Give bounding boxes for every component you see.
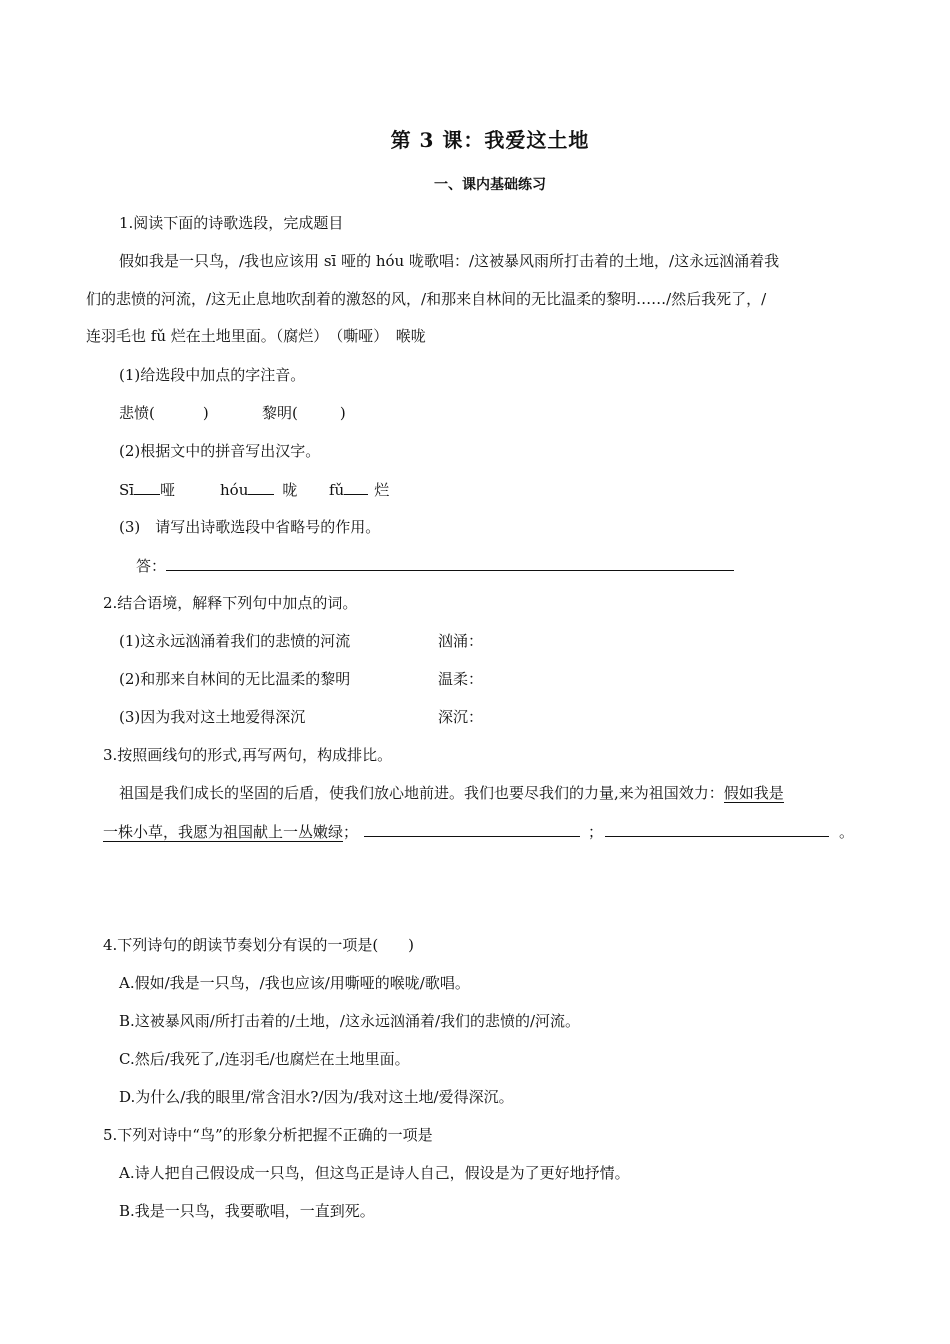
question-2-stem: 2.结合语境，解释下列句中加点的词。	[103, 594, 358, 612]
pinyin-item-3: fǔ 烂	[329, 478, 389, 501]
pinyin-blank-2[interactable]	[248, 478, 274, 495]
page-title: 第 3 课：我爱这土地	[390, 128, 590, 152]
q4-option-c[interactable]: C.然后/我死了,/连羽毛/也腐烂在土地里面。	[119, 1050, 410, 1068]
question-3-stem: 3.按照画线句的形式,再写两句，构成排比。	[103, 746, 393, 764]
q3-blank-2[interactable]	[605, 820, 829, 837]
pinyin-item-1: Sī 哑	[119, 478, 175, 501]
question-1-sub-2: (2)根据文中的拼音写出汉字。	[119, 442, 321, 460]
phonetic-item-2: 黎明( )	[262, 404, 346, 422]
q3-blank-1[interactable]	[364, 820, 580, 837]
q2-word-1[interactable]: 汹涌：	[438, 632, 484, 650]
phonetic-item-2-label: 黎明(	[262, 404, 298, 422]
section-heading: 一、课内基础练习	[434, 177, 546, 193]
question-1-stem: 1.阅读下面的诗歌选段，完成题目	[119, 214, 344, 232]
answer-row	[136, 554, 734, 577]
pinyin-blank-3[interactable]	[344, 478, 368, 495]
phonetic-item-1: 悲愤( )	[119, 404, 209, 422]
question-1-sub-1: (1)给选段中加点的字注音。	[119, 366, 306, 384]
poem-line-3: 连羽毛也 fǔ 烂在土地里面。（腐烂） （嘶哑） 喉咙	[86, 327, 426, 345]
q3-text-line-2: 一株小草，我愿为祖国献上一丛嫩绿； ； 。	[103, 820, 854, 843]
q5-option-a[interactable]: A.诗人把自己假设成一只鸟，但这鸟正是诗人自己，假设是为了更好地抒情。	[119, 1164, 630, 1182]
question-4-stem: 4.下列诗句的朗读节奏划分有误的一项是( )	[103, 936, 415, 954]
pinyin-blank-1[interactable]	[134, 478, 160, 495]
underlined-sentence-start: 假如我是	[723, 784, 784, 802]
q5-option-b[interactable]: B.我是一只鸟，我要歌唱，一直到死。	[119, 1202, 375, 1220]
q2-word-2[interactable]: 温柔：	[438, 670, 484, 688]
pinyin-item-2: hóu 咙	[220, 478, 297, 501]
question-5-stem: 5.下列对诗中“鸟”的形象分析把握不正确的一项是	[103, 1126, 433, 1144]
question-1-sub-3: (3) 请写出诗歌选段中省略号的作用。	[119, 518, 381, 536]
phonetic-item-1-label: 悲愤(	[119, 404, 155, 422]
answer-label: 答：	[136, 557, 167, 575]
q2-sentence-2: (2)和那来自林间的无比温柔的黎明	[119, 670, 351, 688]
q4-option-b[interactable]: B.这被暴风雨/所打击着的/土地，/这永远汹涌着/我们的悲愤的/河流。	[119, 1012, 581, 1030]
q3-text-line-1: 祖国是我们成长的坚固的后盾，使我们放心地前进。我们也要尽我们的力量,来为祖国效力：假如我是	[119, 784, 784, 802]
q2-sentence-1: (1)这永远汹涌着我们的悲愤的河流	[119, 632, 351, 650]
poem-line-2: 们的悲愤的河流，/这无止息地吹刮着的激怒的风，/和那来自林间的无比温柔的黎明……/然后我死了，/	[86, 290, 767, 308]
q4-option-a[interactable]: A.假如/我是一只鸟，/我也应该/用嘶哑的喉咙/歌唱。	[119, 974, 470, 992]
q2-sentence-3: (3)因为我对这土地爱得深沉	[119, 708, 306, 726]
q2-word-3[interactable]: 深沉：	[438, 708, 484, 726]
underlined-sentence-end: 一株小草，我愿为祖国献上一丛嫩绿	[103, 823, 344, 841]
answer-line[interactable]	[166, 554, 734, 571]
poem-line-1: 假如我是一只鸟，/我也应该用 sī 哑的 hóu 咙歌唱：/这被暴风雨所打击着的土地，/这永远汹涌着我	[119, 252, 780, 270]
q4-option-d[interactable]: D.为什么/我的眼里/常含泪水?/因为/我对这土地/爱得深沉。	[119, 1088, 514, 1106]
